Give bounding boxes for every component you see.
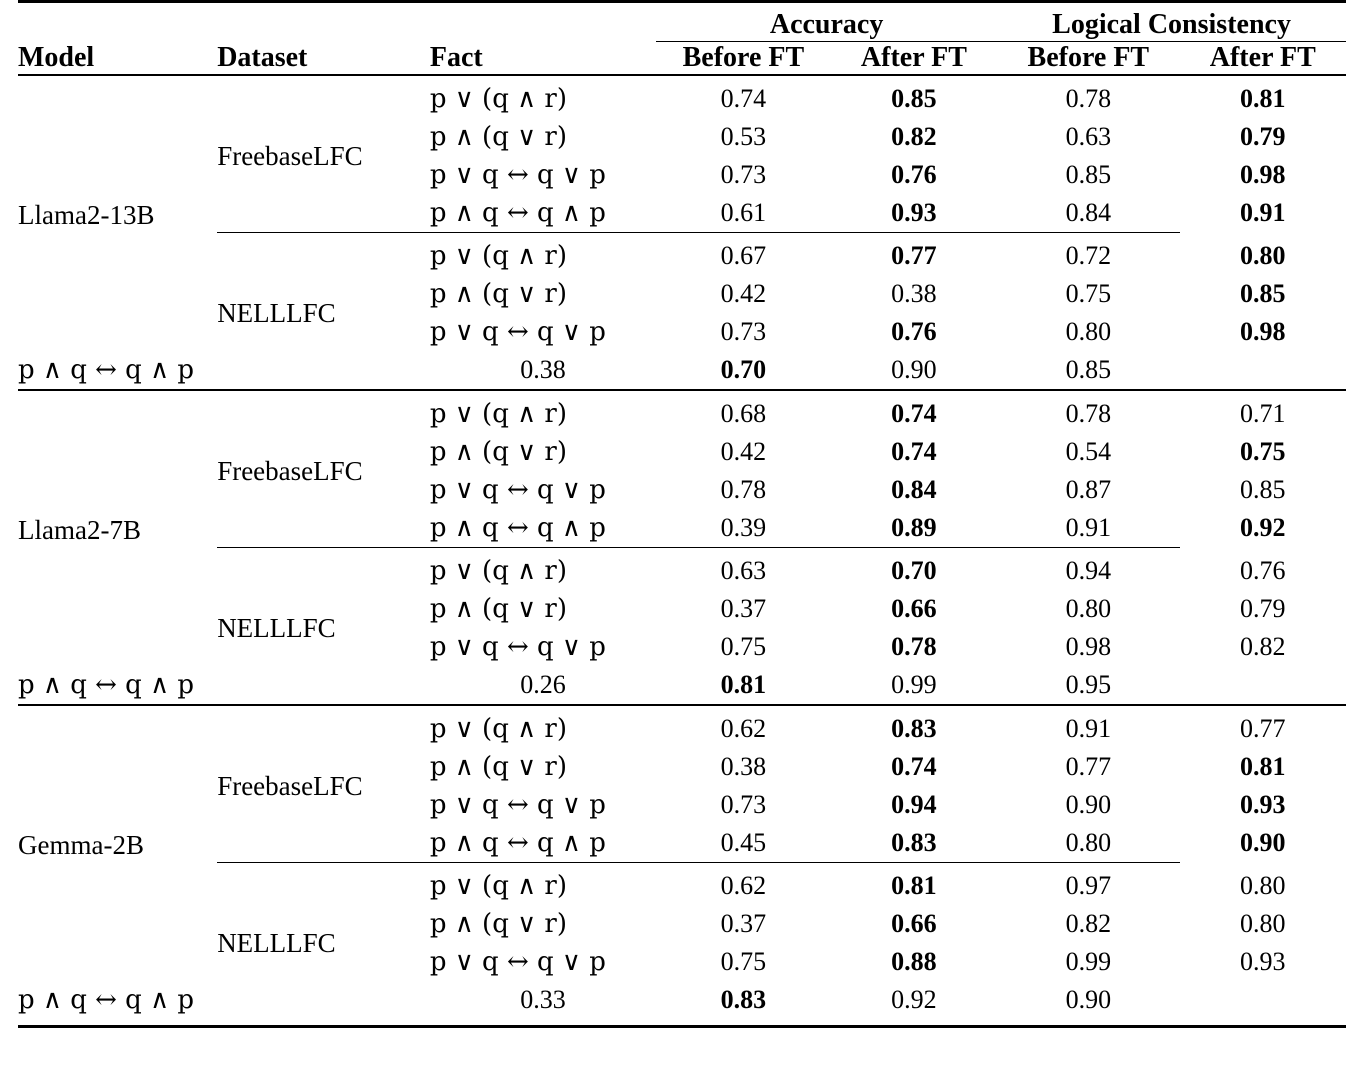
lc-after-value: 0.80 bbox=[1240, 909, 1286, 938]
lc-before-value: 0.97 bbox=[1065, 871, 1112, 900]
lc-before-value: 0.91 bbox=[1065, 513, 1112, 542]
lc-after-value: 0.85 bbox=[1240, 475, 1286, 504]
fact-label: p ∧ (q ∨ r) bbox=[429, 909, 567, 939]
group-header-accuracy: Accuracy bbox=[656, 9, 997, 42]
acc-after-value: 0.38 bbox=[891, 279, 937, 308]
acc-before-value: 0.53 bbox=[720, 122, 767, 151]
dataset-label-nelllfc: NELLLFC bbox=[217, 927, 336, 958]
lc-after-value: 0.91 bbox=[1240, 198, 1286, 228]
lc-after-value: 0.81 bbox=[1240, 752, 1286, 781]
column-header-model: Model bbox=[18, 41, 95, 73]
lc-before-value: 0.90 bbox=[1065, 790, 1112, 819]
dataset-label-freebaselfc: FreebaseLFC bbox=[217, 140, 363, 171]
acc-before-value: 0.39 bbox=[720, 513, 767, 542]
lc-before-value: 0.77 bbox=[1065, 752, 1112, 781]
fact-label: p ∧ q ↔ q ∧ p bbox=[429, 513, 606, 543]
acc-before-value: 0.73 bbox=[720, 317, 767, 346]
fact-label: p ∧ (q ∨ r) bbox=[429, 752, 567, 782]
lc-after-value: 0.79 bbox=[1240, 122, 1286, 151]
acc-after-value: 0.83 bbox=[720, 985, 767, 1014]
fact-label: p ∨ (q ∧ r) bbox=[429, 84, 567, 114]
model-label-llama2-7b: Llama2-7B bbox=[18, 515, 141, 545]
acc-before-value: 0.67 bbox=[720, 241, 767, 270]
acc-after-value: 0.83 bbox=[891, 828, 937, 857]
lc-before-value: 0.72 bbox=[1065, 241, 1112, 270]
acc-before-value: 0.63 bbox=[720, 556, 767, 585]
acc-after-value: 0.81 bbox=[720, 670, 767, 699]
dataset-label-freebaselfc: FreebaseLFC bbox=[217, 455, 363, 486]
acc-before-value: 0.73 bbox=[720, 790, 767, 819]
acc-after-value: 0.89 bbox=[891, 513, 937, 542]
lc-before-value: 0.94 bbox=[1065, 556, 1112, 585]
fact-label: p ∧ q ↔ q ∧ p bbox=[429, 198, 606, 228]
acc-before-value: 0.26 bbox=[520, 670, 566, 699]
fact-label: p ∧ q ↔ q ∧ p bbox=[18, 985, 195, 1015]
acc-after-value: 0.82 bbox=[891, 122, 937, 151]
acc-after-value: 0.81 bbox=[891, 871, 937, 900]
lc-after-value: 0.76 bbox=[1240, 556, 1286, 585]
acc-after-value: 0.76 bbox=[891, 160, 937, 189]
lc-before-value: 0.84 bbox=[1065, 198, 1112, 227]
lc-after-value: 0.92 bbox=[1240, 513, 1286, 543]
table-body bbox=[18, 80, 1346, 1027]
acc-before-value: 0.62 bbox=[720, 871, 767, 900]
acc-after-value: 0.88 bbox=[891, 947, 937, 976]
lc-before-value: 0.78 bbox=[1065, 84, 1112, 113]
table-header bbox=[18, 2, 1346, 81]
fact-label: p ∨ q ↔ q ∨ p bbox=[429, 160, 606, 190]
lc-after-value: 0.93 bbox=[1240, 947, 1286, 976]
acc-after-value: 0.66 bbox=[891, 909, 937, 938]
group-header-blank bbox=[18, 9, 656, 42]
acc-after-value: 0.77 bbox=[891, 241, 937, 270]
acc-after-value: 0.74 bbox=[891, 437, 937, 466]
table-row bbox=[18, 710, 1346, 748]
lc-after-value: 0.85 bbox=[1065, 355, 1112, 384]
acc-after-value: 0.93 bbox=[891, 198, 937, 227]
group-header-logical-consistency: Logical Consistency bbox=[997, 9, 1346, 42]
lc-before-value: 0.85 bbox=[1065, 160, 1112, 189]
model-label-llama2-13b: Llama2-13B bbox=[18, 200, 155, 230]
lc-before-value: 0.78 bbox=[1065, 399, 1112, 428]
lc-after-value: 0.71 bbox=[1240, 399, 1286, 428]
fact-label: p ∧ q ↔ q ∧ p bbox=[18, 355, 195, 385]
group-header-row bbox=[18, 9, 1346, 42]
acc-before-value: 0.73 bbox=[720, 160, 767, 189]
lc-after-value: 0.85 bbox=[1240, 279, 1286, 308]
fact-label: p ∧ (q ∨ r) bbox=[429, 437, 567, 467]
acc-after-value: 0.70 bbox=[720, 355, 767, 384]
dataset-label-freebaselfc: FreebaseLFC bbox=[217, 770, 363, 801]
fact-label: p ∨ q ↔ q ∨ p bbox=[429, 475, 606, 505]
fact-label: p ∨ (q ∧ r) bbox=[429, 241, 567, 271]
lc-after-value: 0.90 bbox=[1065, 985, 1112, 1014]
table-row bbox=[18, 395, 1346, 433]
table-row bbox=[18, 80, 1346, 118]
lc-before-value: 0.99 bbox=[891, 670, 937, 699]
lc-after-value: 0.98 bbox=[1240, 160, 1286, 189]
lc-before-value: 0.92 bbox=[891, 985, 937, 1014]
lc-before-value: 0.99 bbox=[1065, 947, 1112, 976]
acc-before-value: 0.61 bbox=[720, 198, 767, 227]
fact-label: p ∨ (q ∧ r) bbox=[429, 871, 567, 901]
lc-before-value: 0.80 bbox=[1065, 317, 1112, 346]
lc-before-value: 0.54 bbox=[1065, 437, 1112, 466]
lc-before-value: 0.91 bbox=[1065, 714, 1112, 743]
lc-before-value: 0.80 bbox=[1065, 828, 1112, 857]
fact-label: p ∧ q ↔ q ∧ p bbox=[429, 828, 606, 858]
dataset-label-nelllfc: NELLLFC bbox=[217, 612, 336, 643]
fact-label: p ∨ q ↔ q ∨ p bbox=[429, 947, 606, 977]
table-row bbox=[18, 552, 1346, 590]
acc-before-value: 0.38 bbox=[520, 355, 566, 384]
lc-before-value: 0.82 bbox=[1065, 909, 1112, 938]
fact-label: p ∨ (q ∧ r) bbox=[429, 399, 567, 429]
acc-before-value: 0.37 bbox=[720, 909, 767, 938]
acc-after-value: 0.70 bbox=[891, 556, 937, 585]
acc-before-value: 0.62 bbox=[720, 714, 767, 743]
acc-after-value: 0.84 bbox=[891, 475, 937, 504]
fact-label: p ∨ q ↔ q ∨ p bbox=[429, 790, 606, 820]
table-row bbox=[18, 867, 1346, 905]
lc-after-value: 0.75 bbox=[1240, 437, 1286, 466]
acc-before-value: 0.68 bbox=[720, 399, 767, 428]
acc-after-value: 0.94 bbox=[891, 790, 937, 819]
lc-before-value: 0.98 bbox=[1065, 632, 1112, 661]
fact-label: p ∧ (q ∨ r) bbox=[429, 279, 567, 309]
column-header-row bbox=[18, 42, 1346, 76]
fact-label: p ∧ (q ∨ r) bbox=[429, 594, 567, 624]
acc-after-value: 0.85 bbox=[891, 84, 937, 113]
lc-after-value: 0.80 bbox=[1240, 241, 1286, 270]
acc-after-value: 0.74 bbox=[891, 399, 937, 428]
column-header-fact: Fact bbox=[429, 41, 483, 73]
lc-before-value: 0.87 bbox=[1065, 475, 1112, 504]
fact-label: p ∧ (q ∨ r) bbox=[429, 122, 567, 152]
column-header-dataset: Dataset bbox=[217, 41, 308, 73]
lc-after-value: 0.82 bbox=[1240, 632, 1286, 661]
column-header-lc-before-ft: Before FT bbox=[1027, 42, 1150, 73]
acc-before-value: 0.33 bbox=[520, 985, 566, 1014]
lc-after-value: 0.90 bbox=[1240, 828, 1286, 858]
fact-label: p ∨ q ↔ q ∨ p bbox=[429, 317, 606, 347]
model-label-gemma-2b: Gemma-2B bbox=[18, 830, 144, 860]
lc-after-value: 0.81 bbox=[1240, 84, 1286, 113]
lc-before-value: 0.63 bbox=[1065, 122, 1112, 151]
acc-after-value: 0.74 bbox=[891, 752, 937, 781]
acc-before-value: 0.74 bbox=[720, 84, 767, 113]
acc-before-value: 0.75 bbox=[720, 632, 767, 661]
bottom-rule bbox=[18, 1019, 1346, 1027]
lc-after-value: 0.80 bbox=[1240, 871, 1286, 900]
column-header-lc-after-ft: After FT bbox=[1209, 42, 1316, 73]
table-row bbox=[18, 237, 1346, 275]
acc-after-value: 0.76 bbox=[891, 317, 937, 346]
lc-before-value: 0.90 bbox=[891, 355, 937, 384]
fact-label: p ∨ q ↔ q ∨ p bbox=[429, 632, 606, 662]
acc-before-value: 0.42 bbox=[720, 279, 767, 308]
acc-after-value: 0.78 bbox=[891, 632, 937, 661]
top-rule bbox=[18, 2, 1346, 10]
acc-before-value: 0.38 bbox=[720, 752, 767, 781]
lc-after-value: 0.77 bbox=[1240, 714, 1286, 743]
acc-before-value: 0.78 bbox=[720, 475, 767, 504]
lc-after-value: 0.95 bbox=[1065, 670, 1112, 699]
column-header-accuracy-before-ft: Before FT bbox=[682, 42, 805, 73]
lc-before-value: 0.80 bbox=[1065, 594, 1112, 623]
column-header-accuracy-after-ft: After FT bbox=[860, 42, 967, 73]
lc-after-value: 0.98 bbox=[1240, 317, 1286, 346]
fact-label: p ∨ (q ∧ r) bbox=[429, 556, 567, 586]
acc-after-value: 0.66 bbox=[891, 594, 937, 623]
acc-before-value: 0.75 bbox=[720, 947, 767, 976]
dataset-label-nelllfc: NELLLFC bbox=[217, 297, 336, 328]
lc-after-value: 0.93 bbox=[1240, 790, 1286, 819]
acc-after-value: 0.83 bbox=[891, 714, 937, 743]
acc-before-value: 0.45 bbox=[720, 828, 767, 857]
results-table bbox=[18, 0, 1346, 1028]
fact-label: p ∧ q ↔ q ∧ p bbox=[18, 670, 195, 700]
lc-after-value: 0.79 bbox=[1240, 594, 1286, 623]
acc-before-value: 0.37 bbox=[720, 594, 767, 623]
acc-before-value: 0.42 bbox=[720, 437, 767, 466]
fact-label: p ∨ (q ∧ r) bbox=[429, 714, 567, 744]
lc-before-value: 0.75 bbox=[1065, 279, 1112, 308]
